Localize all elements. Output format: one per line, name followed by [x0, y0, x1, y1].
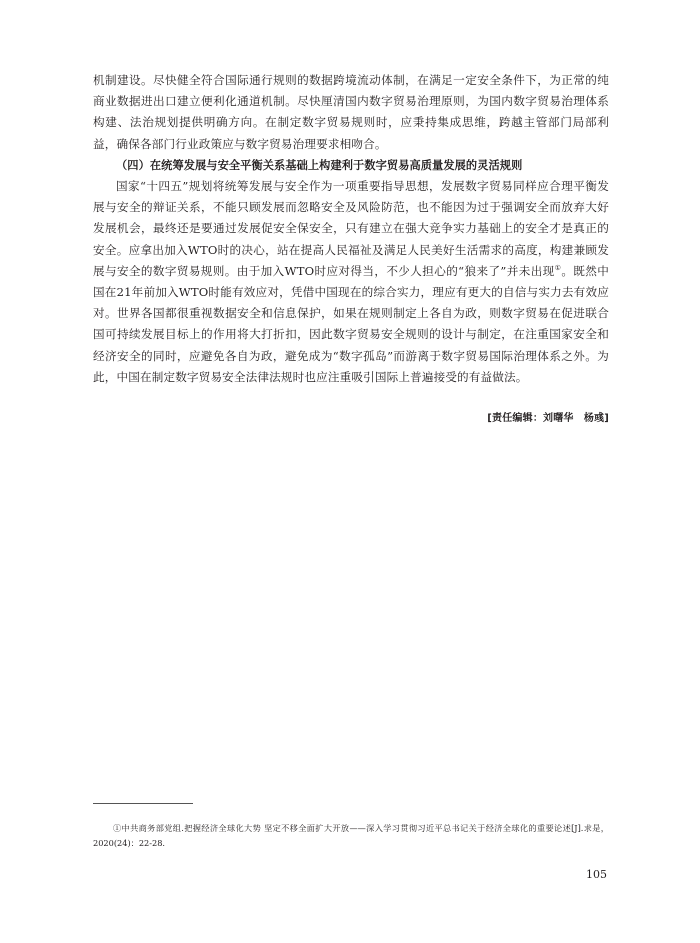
footnote-divider: [93, 803, 193, 804]
page-number: 105: [586, 868, 607, 881]
paragraph-2: [93, 176, 609, 388]
paragraph-2-text-1: 国家“十四五”规划将统筹发展与安全作为一项重要指导思想，发展数字贸易同样应合理平衡发展与安全的辩证关系，不能只顾发展而忽略安全及风险防范，也不能因为过于强调安全而放弃大好发展机会，最终还是要通过发展促安全保安全，只有建立在强大竞争实力基础上的安全才是真正的安全。应拿出加入WTO时的决心，站在提高人民福祉及满足人民美好生活需求的高度，构建兼顾发展与安全的数字贸易规则。由于加入WTO时应对得当，不少人担心的“狼来了”并未出现: [93, 179, 609, 278]
editor-credit: [责任编辑：刘曙华 杨彧]: [487, 413, 609, 424]
footnote: ①中共商务部党组.把握经济全球化大势 坚定不移全面扩大开放——深入学习贯彻习近平总书记关于经济全球化的重要论述[J].求是，2020(24)：22-28.: [93, 823, 609, 848]
paragraph-1: 机制建设。尽快健全符合国际通行规则的数据跨境流动体制，在满足一定安全条件下，为正常的纯商业数据进出口建立便利化通道机制。尽快厘清国内数字贸易治理原则，为国内数字贸易治理体系构建、法治规划提供明确方向。在制定数字贸易规则时，应秉持集成思维，跨越主管部门局部利益，确保各部门行业政策应与数字贸易治理要求相吻合。: [93, 73, 609, 151]
section-heading: （四）在统筹发展与安全平衡关系基础上构建利于数字贸易高质量发展的灵活规则: [116, 158, 523, 172]
footnote-reference[interactable]: ①: [554, 263, 562, 272]
article-body: [93, 70, 609, 388]
paragraph-2-text-2: 。既然中国在21年前加入WTO时能有效应对，凭借中国现在的综合实力，理应有更大的自信与实力去有效应对。世界各国都很重视数据安全和信息保护，如果在规则制定上各自为政，则数字贸易在促进联合国可持续发展目标上的作用将大打折扣，因此数字贸易安全规则的设计与制定，在注重国家安全和经济安全的同时，应避免各自为政，避免成为“数字孤岛”而游离于数字贸易国际治理体系之外。为此，中国在制定数字贸易安全法律法规时也应注重吸引国际上普遍接受的有益做法。: [93, 263, 610, 384]
